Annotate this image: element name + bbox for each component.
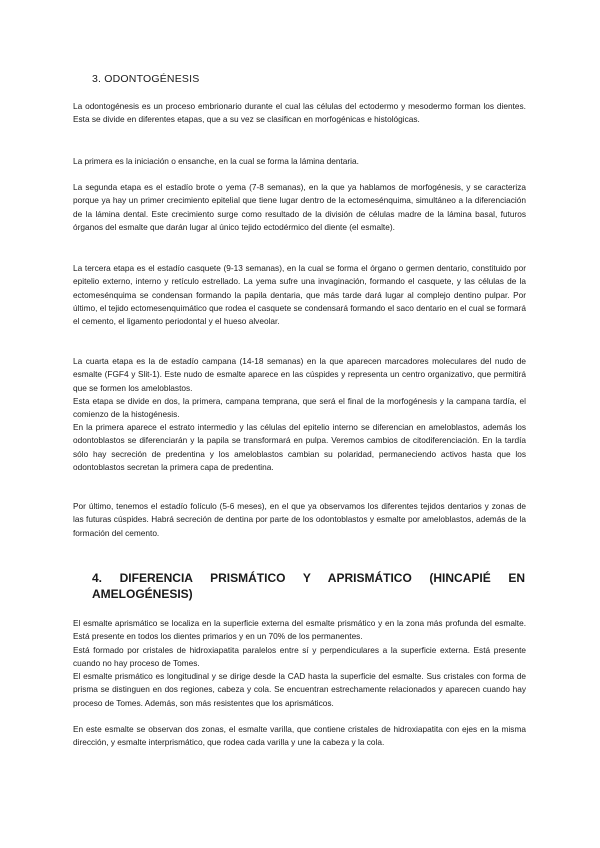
paragraph: El esmalte prismático es longitudinal y se dirige desde la CAD hasta la superficie del esmalte. Sus cristales con forma de prisma se distinguen en dos regiones, cabeza y cola. Se encuentran estrechamente relacionados y aparecen cuando hay proceso de Tomes. Además, son más resistentes que los aprismáticos. — [73, 671, 526, 708]
paragraph: El esmalte aprismático se localiza en la superficie externa del esmalte prismático y en la zona más profunda del esmalte. Está presente en todos los dientes primarios y en un 70% de los permanentes. — [73, 618, 526, 642]
section-4-heading: 4. DIFERENCIA PRISMÁTICO Y APRISMÁTICO (HINCAPIÉ EN AMELOGÉNESIS) — [92, 571, 525, 601]
paragraph: La segunda etapa es el estadío brote o yema (7-8 semanas), en la que ya hablamos de morfogénesis, y se caracteriza porque ya hay un primer crecimiento epitelial que tiene lugar dentro de la ectomesénquima, simultáneo a la diferenciación de la lámina dental. Este crecimiento surge como resultado de la división de células madre de la lámina basal, futuros órganos del esmalte que darán lugar al único tejido ectodérmico del diente (el esmalte). — [73, 182, 526, 232]
paragraph: Está formado por cristales de hidroxiapatita paralelos entre sí y perpendiculares a la superficie externa. Está presente cuando no hay proceso de Tomes. — [73, 645, 526, 669]
section-3-heading: 3. ODONTOGÉNESIS — [92, 73, 200, 85]
paragraph: La primera es la iniciación o ensanche, en la cual se forma la lámina dentaria. — [73, 156, 359, 166]
paragraph: En este esmalte se observan dos zonas, el esmalte varilla, que contiene cristales de hidroxiapatita con ejes en la misma dirección, y esmalte interprismático, que rodea cada varilla y une la cabeza y la cola. — [73, 724, 526, 748]
paragraph: En la primera aparece el estrato intermedio y las células del epitelio interno se diferencian en ameloblastos, además los odontoblastos se diferenciarán y la papila se transformará en pulpa. Veremos cambios de citodiferenciación. En la tardía sólo hay secreción de predentina y los ameloblastos cambian su polaridad, permaneciendo activos hasta que los odontoblastos secretan la primera capa de predentina. — [73, 422, 526, 472]
paragraph: La cuarta etapa es la de estadío campana (14-18 semanas) en la que aparecen marcadores moleculares del nudo de esmalte (FGF4 y Slit-1). Este nudo de esmalte aparece en las cúspides y representa un centro organizativo, que permitirá que se formen los ameloblastos. — [73, 356, 526, 393]
paragraph: Esta etapa se divide en dos, la primera, campana temprana, que será el final de la morfogénesis y la campana tardía, el comienzo de la histogénesis. — [73, 396, 526, 420]
paragraph: La tercera etapa es el estadío casquete (9-13 semanas), en la cual se forma el órgano o germen dentario, constituido por epitelio externo, interno y retículo estrellado. La yema sufre una invaginación, formando el casquete, y las células de la ectomesénquima se condensan formando la papila dentaria, que más tarde dará lugar al complejo dentino pulpar. Por último, el tejido ectomesenquimático que rodea el casquete se condensará formando el saco dentario en el cual se formará el cemento, el ligamento periodontal y el hueso alveolar. — [73, 263, 526, 327]
paragraph: Por último, tenemos el estadío folículo (5-6 meses), en el que ya observamos los diferentes tejidos dentarios y zonas de las futuras cúspides. Habrá secreción de dentina por parte de los odontoblastos y esmalte por ameloblastos, además de la formación del cemento. — [73, 501, 526, 538]
paragraph: La odontogénesis es un proceso embrionario durante el cual las células del ectodermo y mesodermo forman los dientes. Esta se divide en diferentes etapas, que a su vez se clasifican en morfogénicas e histológicas. — [73, 101, 526, 125]
